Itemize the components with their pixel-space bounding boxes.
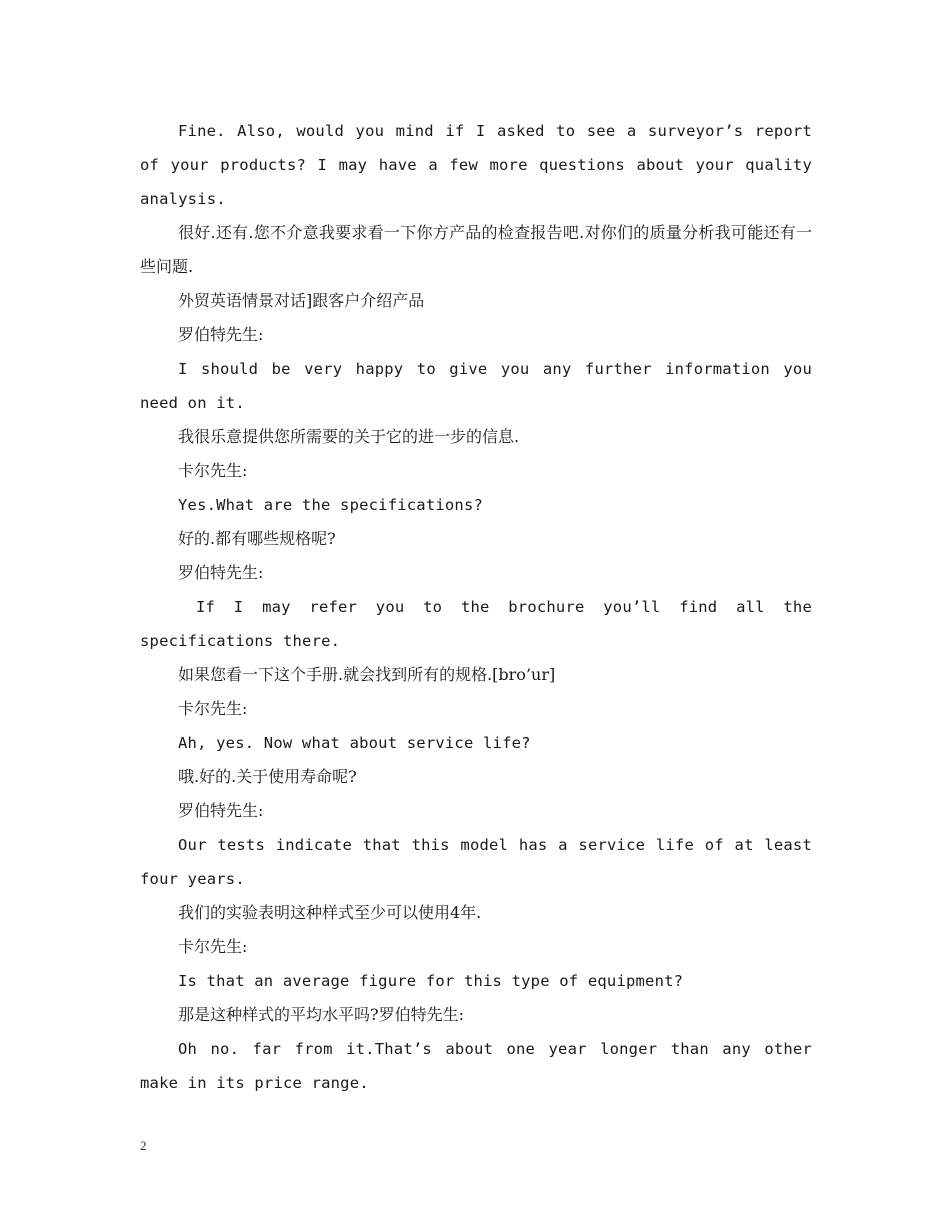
speaker-label: 卡尔先生:: [178, 461, 248, 480]
paragraph-chinese: 我很乐意提供您所需要的关于它的进一步的信息.: [178, 427, 520, 446]
speaker-label: 罗伯特先生:: [178, 563, 264, 582]
speaker-label: 卡尔先生:: [178, 699, 248, 718]
paragraph-english: Is that an average figure for this type of equipment?: [178, 972, 684, 990]
paragraph-english: Our tests indicate that this model has a service life of at least four years.: [140, 836, 812, 888]
paragraph-chinese: 那是这种样式的平均水平吗?罗伯特先生:: [178, 1005, 464, 1024]
page-number: 2: [140, 1138, 147, 1153]
speaker-label: 罗伯特先生:: [178, 325, 264, 344]
paragraph-chinese: 很好.还有.您不介意我要求看一下你方产品的检查报告吧.对你们的质量分析我可能还有一些问题.: [140, 223, 812, 276]
speaker-label: 罗伯特先生:: [178, 801, 264, 820]
paragraph-english: I should be very happy to give you any further information you need on it.: [140, 360, 812, 412]
paragraph-english: Fine. Also, would you mind if I asked to see a surveyor’s report of your products? I may have a few more questions about your quality analysis.: [140, 122, 812, 208]
section-heading: 外贸英语情景对话]跟客户介绍产品: [178, 291, 425, 310]
document-body: [140, 114, 812, 1100]
paragraph-english: Yes.What are the specifications?: [178, 496, 484, 514]
speaker-label: 卡尔先生:: [178, 937, 248, 956]
paragraph-chinese: 哦.好的.关于使用寿命呢?: [178, 767, 357, 786]
paragraph-english: If I may refer you to the brochure you’ll find all the specifications there.: [140, 598, 812, 650]
paragraph-english: Oh no. far from it.That’s about one year longer than any other make in its price range.: [140, 1040, 812, 1092]
paragraph-chinese: 如果您看一下这个手册.就会找到所有的规格.[bro’ur]: [178, 665, 556, 684]
paragraph-english: Ah, yes. Now what about service life?: [178, 734, 531, 752]
paragraph-chinese: 好的.都有哪些规格呢?: [178, 529, 336, 548]
paragraph-chinese: 我们的实验表明这种样式至少可以使用4年.: [178, 903, 482, 922]
